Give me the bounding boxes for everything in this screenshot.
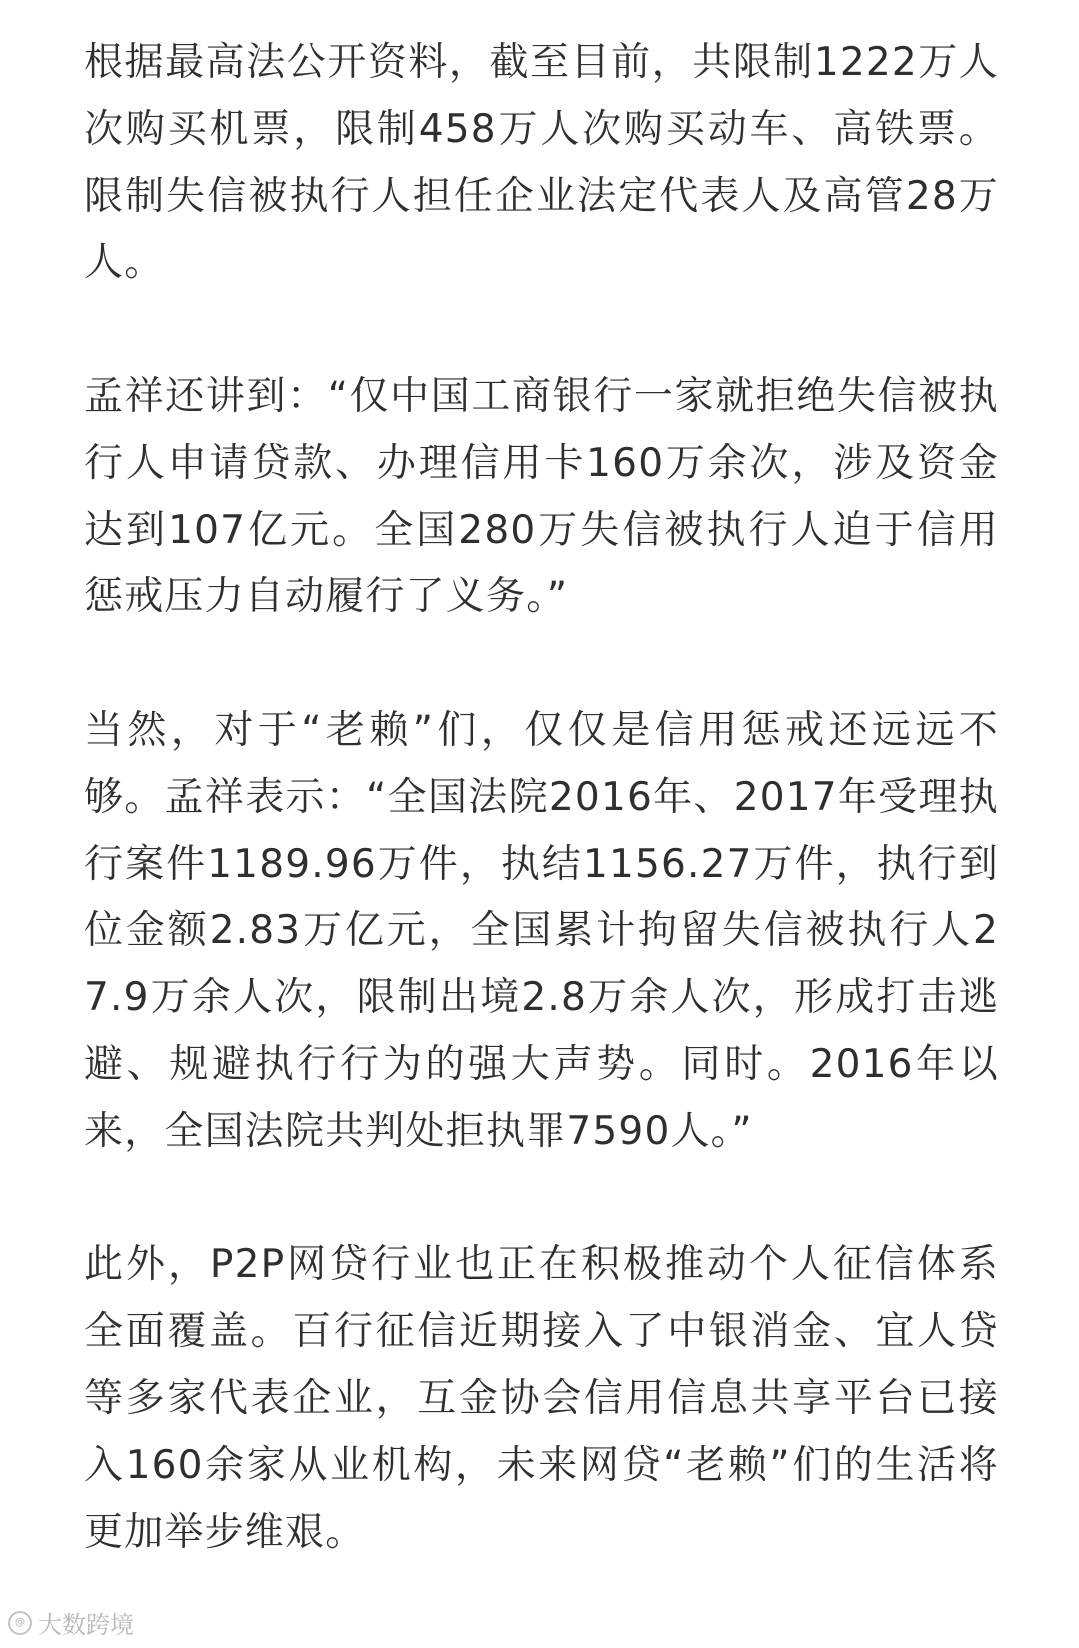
paragraph: 根据最高法公开资料，截至目前，共限制1222万人次购买机票，限制458万人次购买动车、高铁票。限制失信被执行人担任企业法定代表人及高管28万人。 (84, 40, 999, 286)
paragraph: 此外，P2P网贷行业也正在积极推动个人征信体系全面覆盖。百行征信近期接入了中银消金、宜人贷等多家代表企业，互金协会信用信息共享平台已接入160余家从业机构，未来网贷“老赖”们的生活将更加举步维艰。 (84, 1242, 999, 1555)
paragraph: 孟祥还讲到：“仅中国工商银行一家就拒绝失信被执行人申请贷款、办理信用卡160万余次，涉及资金达到107亿元。全国280万失信被执行人迫于信用惩戒压力自动履行了义务。” (84, 373, 999, 620)
article-body (84, 30, 999, 1566)
watermark-logo-icon: @ (8, 1611, 32, 1635)
watermark (8, 1605, 134, 1640)
paragraph: 当然，对于“老赖”们，仅仅是信用惩戒还远远不够。孟祥表示：“全国法院2016年、2017年受理执行案件1189.96万件，执结1156.27万件，执行到位金额2.83万亿元，全国累计拘留失信被执行人27.9万余人次，限制出境2.8万余人次，形成打击逃避、规避执行行为的强大声势。同时。2016年以来，全国法院共判处拒执罪7590人。” (84, 707, 999, 1154)
watermark-text: 大数跨境 (38, 1611, 134, 1639)
